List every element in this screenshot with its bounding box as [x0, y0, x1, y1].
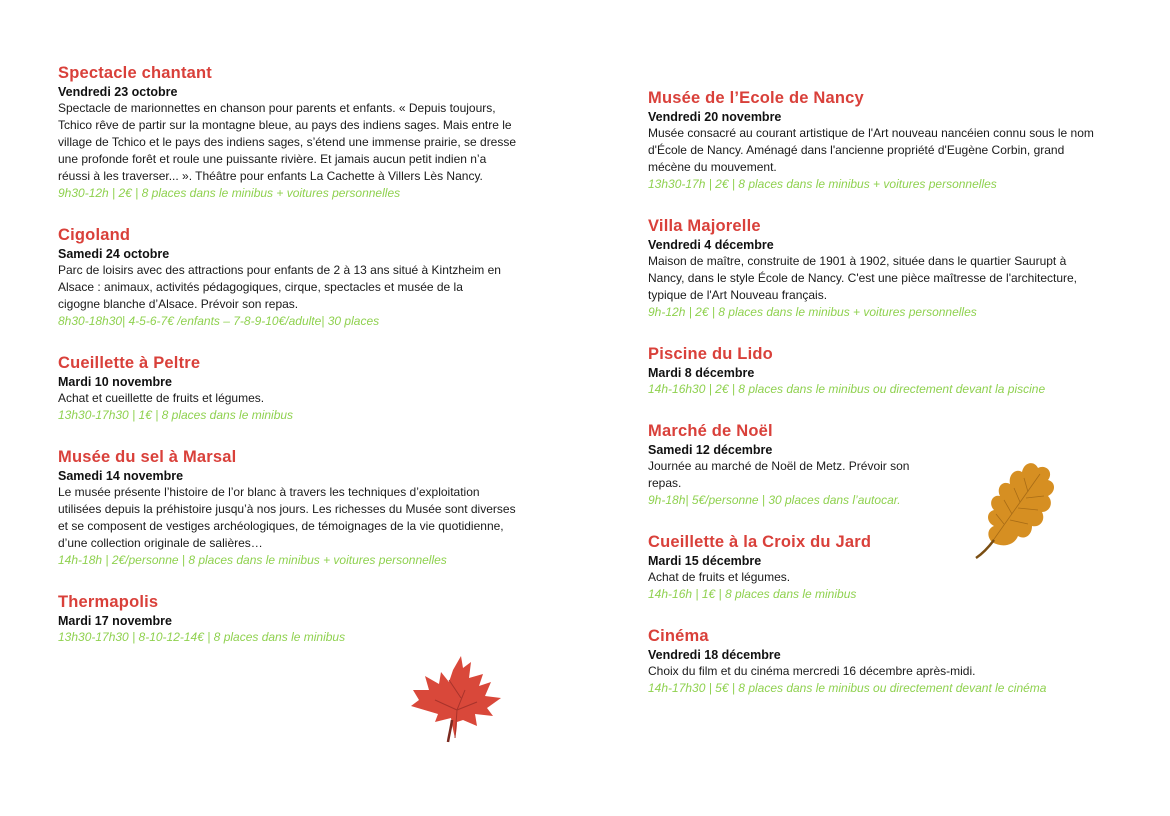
event-title: Piscine du Lido [648, 345, 773, 363]
event-cigoland [58, 224, 518, 330]
event-title: Musée du sel à Marsal [58, 448, 237, 466]
event-date: Mardi 15 décembre [648, 554, 762, 568]
event-title: Cigoland [58, 226, 131, 244]
event-description: Spectacle de marionnettes en chanson pour parents et enfants. « Depuis toujours, Tchico rêve de partir sur la montagne bleue, au pays des indiens sages. Mais entre le village de Tchico et le pays des indiens sages, s’étend une immense prairie, se dresse une profonde forêt et roule une puissante rivière. Et jamais aucun petit indien n’a réussi à les traverser... ». Théâtre pour enfants La Cachette à Villers Lès Nancy. [58, 101, 517, 183]
event-musee-ecole-nancy [648, 87, 1098, 193]
maple-leaf-icon [405, 650, 505, 745]
event-description: Musée consacré au courant artistique de l'Art nouveau nancéien connu sous le nom d'École de Nancy. Aménagé dans l'ancienne propriété d'Eugène Corbin, grand mécène du mouvement. [648, 126, 1094, 174]
event-info: 8h30-18h30| 4-5-6-7€ /enfants – 7-8-9-10€/adulte| 30 places [58, 314, 380, 328]
event-villa-majorelle [648, 215, 1098, 321]
event-info: 14h-17h30 | 5€ | 8 places dans le minibus ou directement devant le cinéma [648, 681, 1047, 695]
event-info: 9h30-12h | 2€ | 8 places dans le minibus + voitures personnelles [58, 186, 401, 200]
event-thermapolis [58, 591, 518, 646]
event-title: Cueillette à Peltre [58, 354, 201, 372]
event-description: Maison de maître, construite de 1901 à 1902, située dans le quartier Saurupt à Nancy, dans le style École de Nancy. C'est une pièce maîtresse de l'architecture, typique de l'Art Nouveau français. [648, 254, 1078, 302]
event-date: Samedi 24 octobre [58, 247, 170, 261]
event-info: 9h-18h| 5€/personne | 30 places dans l’autocar. [648, 493, 901, 507]
event-title: Thermapolis [58, 593, 159, 611]
event-description: Le musée présente l’histoire de l’or blanc à travers les techniques d’exploitation utilisées depuis la préhistoire jusqu’à nos jours. Les richesses du Musée sont diverses et se composent de vestiges archéologiques, de témoignages de la vie quotidienne, d’une collection originale de salières… [58, 485, 516, 550]
left-column [58, 62, 518, 662]
event-date: Vendredi 23 octobre [58, 85, 178, 99]
event-info: 13h30-17h30 | 8-10-12-14€ | 8 places dans le minibus [58, 630, 346, 644]
event-date: Mardi 10 novembre [58, 375, 172, 389]
event-title: Marché de Noël [648, 422, 773, 440]
right-column [648, 87, 1098, 713]
event-info: 14h-16h30 | 2€ | 8 places dans le minibus ou directement devant la piscine [648, 382, 1046, 396]
event-info: 13h30-17h30 | 1€ | 8 places dans le minibus [58, 408, 294, 422]
event-info: 14h-18h | 2€/personne | 8 places dans le minibus + voitures personnelles [58, 553, 447, 567]
event-date: Samedi 12 décembre [648, 443, 773, 457]
event-info: 13h30-17h | 2€ | 8 places dans le minibus + voitures personnelles [648, 177, 997, 191]
event-title: Villa Majorelle [648, 217, 761, 235]
event-musee-sel-marsal [58, 446, 518, 569]
event-info: 14h-16h | 1€ | 8 places dans le minibus [648, 587, 857, 601]
event-description: Choix du film et du cinéma mercredi 16 décembre après-midi. [648, 664, 976, 678]
event-date: Vendredi 20 novembre [648, 110, 782, 124]
event-date: Mardi 17 novembre [58, 614, 172, 628]
event-spectacle-chantant [58, 62, 518, 202]
event-description: Achat de fruits et légumes. [648, 570, 791, 584]
event-description: Achat et cueillette de fruits et légumes. [58, 391, 265, 405]
event-title: Cueillette à la Croix du Jard [648, 533, 872, 551]
event-title: Spectacle chantant [58, 64, 212, 82]
event-description: Journée au marché de Noël de Metz. Prévoir son repas. [648, 459, 910, 490]
event-piscine-lido [648, 343, 1098, 398]
event-info: 9h-12h | 2€ | 8 places dans le minibus + voitures personnelles [648, 305, 977, 319]
event-date: Mardi 8 décembre [648, 366, 755, 380]
event-cueillette-peltre [58, 352, 518, 424]
event-date: Vendredi 4 décembre [648, 238, 774, 252]
event-description: Parc de loisirs avec des attractions pour enfants de 2 à 13 ans situé à Kintzheim en Alsace : animaux, activités pédagogiques, cirque, spectacles et musée de la cigogne blanche d’Alsace. Prévoir son repas. [58, 263, 501, 311]
oak-leaf-icon [970, 452, 1065, 567]
event-title: Musée de l’Ecole de Nancy [648, 89, 864, 107]
event-date: Samedi 14 novembre [58, 469, 184, 483]
event-date: Vendredi 18 décembre [648, 648, 781, 662]
event-title: Cinéma [648, 627, 709, 645]
event-cinema [648, 625, 1098, 697]
